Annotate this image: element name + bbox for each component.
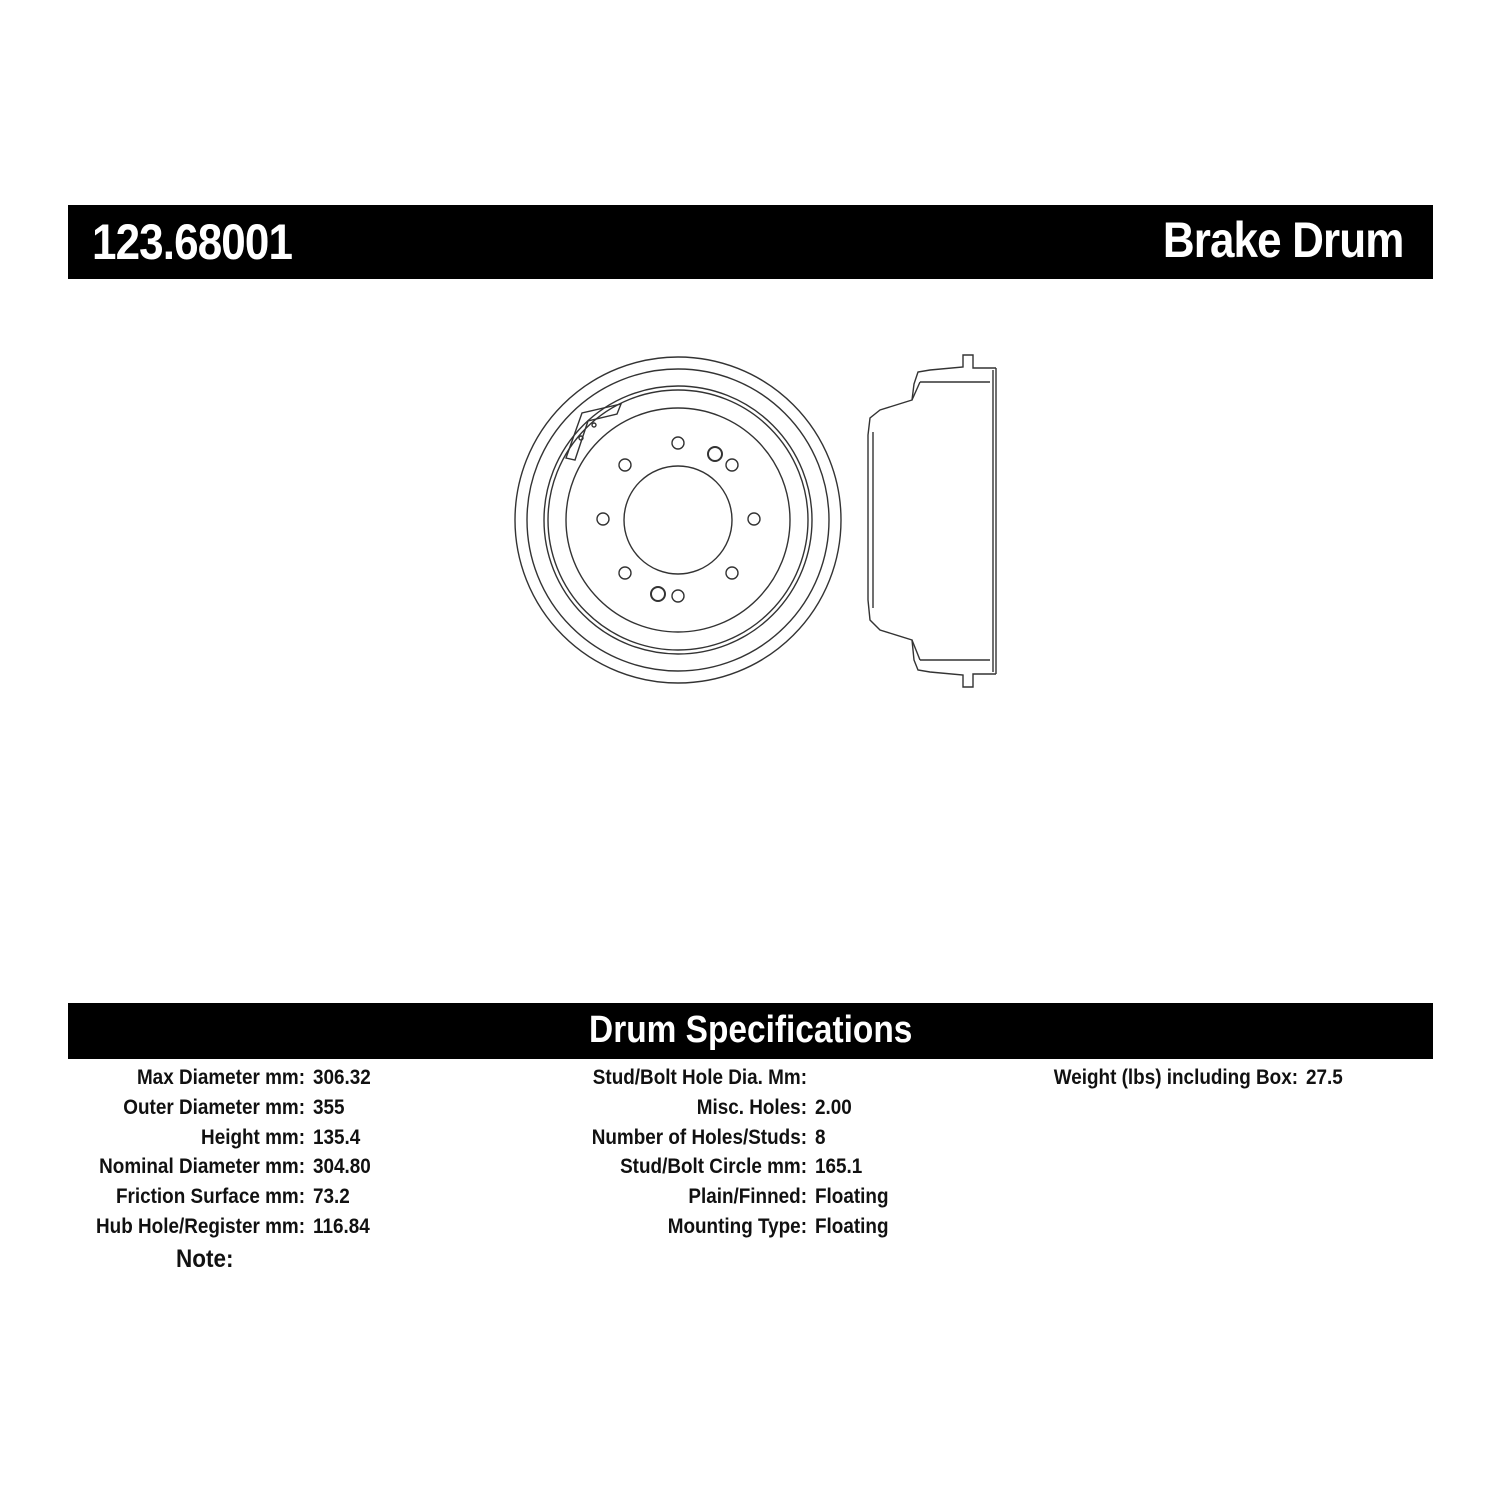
spec-label: Max Diameter mm: <box>136 1066 305 1089</box>
spec-label: Outer Diameter mm: <box>123 1095 305 1119</box>
misc-holes <box>651 447 722 601</box>
adjuster-slot <box>566 404 621 460</box>
spec-row <box>60 1152 377 1182</box>
spec-row <box>60 1063 377 1093</box>
spec-label: Misc. Holes: <box>696 1095 807 1119</box>
spec-value: 116.84 <box>313 1214 370 1238</box>
spec-value: Floating <box>815 1214 889 1238</box>
spec-row <box>60 1093 377 1123</box>
spec-row <box>560 1123 897 1153</box>
spec-row <box>1010 1063 1347 1093</box>
spec-column-3 <box>1010 1063 1347 1093</box>
spec-value: Floating <box>815 1185 889 1209</box>
spec-value: 8 <box>815 1125 826 1149</box>
spec-row <box>60 1212 377 1242</box>
spec-label: Stud/Bolt Circle mm: <box>620 1155 807 1179</box>
spec-row <box>560 1063 897 1093</box>
spec-value: 135.4 <box>313 1125 361 1149</box>
spec-value: 304.80 <box>313 1155 371 1179</box>
spec-value: 2.00 <box>815 1095 852 1119</box>
spec-label: Weight (lbs) including Box: <box>1053 1066 1298 1089</box>
spec-row <box>560 1212 897 1242</box>
spec-value: 73.2 <box>313 1185 350 1209</box>
spec-value: 306.32 <box>313 1066 371 1089</box>
spec-label: Friction Surface mm: <box>115 1185 305 1209</box>
part-number: 123.68001 <box>92 214 293 270</box>
spec-row <box>60 1182 377 1212</box>
spec-label: Nominal Diameter mm: <box>99 1155 305 1179</box>
spec-label: Hub Hole/Register mm: <box>96 1214 306 1238</box>
spec-value: 27.5 <box>1306 1066 1343 1089</box>
spec-value: 355 <box>313 1095 345 1119</box>
spec-row <box>560 1182 897 1212</box>
spec-label: Number of Holes/Studs: <box>591 1125 807 1149</box>
spec-value: 165.1 <box>815 1155 863 1179</box>
drum-front-view <box>515 357 841 683</box>
spec-row <box>560 1152 897 1182</box>
product-type: Brake Drum <box>1162 212 1403 268</box>
stud-holes <box>597 437 760 602</box>
drum-side-view <box>868 355 996 687</box>
spec-label: Plain/Finned: <box>688 1185 807 1209</box>
spec-column-2 <box>560 1063 897 1242</box>
spec-row <box>60 1123 377 1153</box>
spec-label: Stud/Bolt Hole Dia. Mm: <box>592 1066 807 1089</box>
spec-row <box>560 1093 897 1123</box>
note-label: Note: <box>176 1245 234 1273</box>
specifications-header <box>68 1003 1433 1059</box>
spec-label: Mounting Type: <box>667 1214 807 1238</box>
spec-column-1 <box>60 1063 377 1242</box>
spec-label: Height mm: <box>201 1125 305 1149</box>
specifications-title: Drum Specifications <box>588 1009 913 1051</box>
